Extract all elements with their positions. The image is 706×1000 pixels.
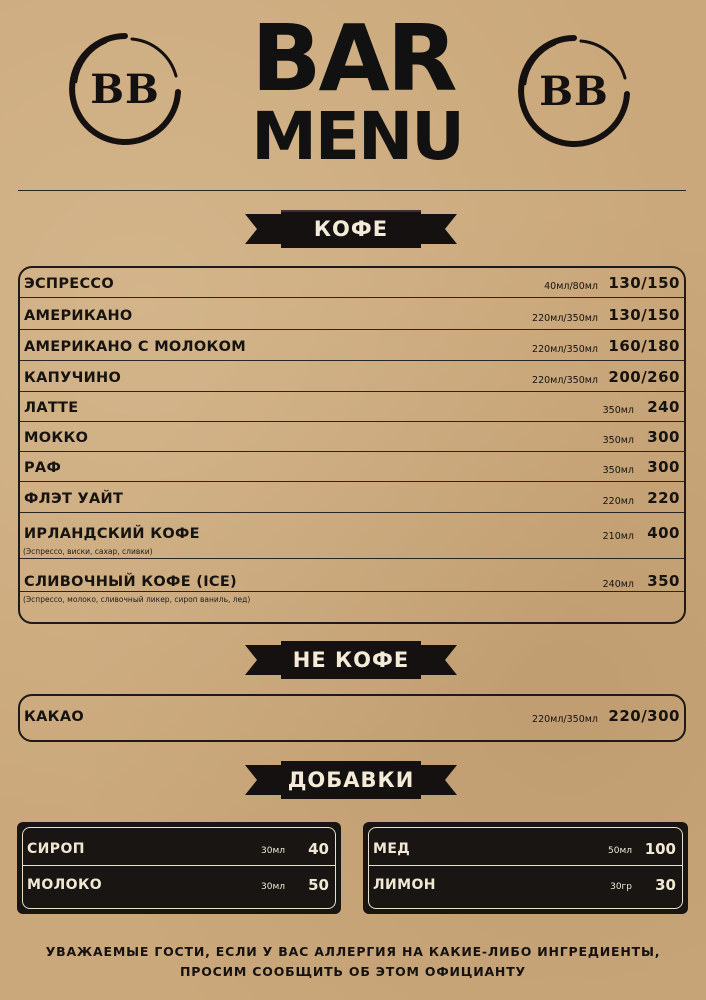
section-ribbon-not-coffee bbox=[245, 637, 457, 683]
item-name: АМЕРИКАНО bbox=[24, 308, 133, 324]
addon-volume: 30мл bbox=[261, 882, 285, 892]
section-title-not-coffee: НЕ КОФЕ bbox=[292, 648, 410, 672]
item-name: РАФ bbox=[24, 460, 62, 476]
addons-right-box bbox=[363, 822, 688, 914]
item-volume: 220мл/350мл bbox=[532, 344, 598, 355]
divider bbox=[18, 190, 686, 191]
addon-volume: 30гр bbox=[610, 882, 632, 892]
logo-text: BB bbox=[90, 65, 160, 113]
item-name: ИРЛАНДСКИЙ КОФЕ bbox=[24, 526, 200, 542]
item-price: 160/180 bbox=[608, 337, 680, 355]
item-price: 240 bbox=[647, 398, 680, 416]
menu-row bbox=[20, 297, 684, 330]
menu-row bbox=[20, 268, 684, 298]
not-coffee-menu-box bbox=[18, 694, 686, 742]
menu-row bbox=[20, 558, 684, 622]
section-ribbon-addons bbox=[245, 757, 457, 803]
addon-name: СИРОП bbox=[27, 841, 85, 857]
item-name: МОККО bbox=[24, 430, 89, 446]
coffee-menu-box bbox=[18, 266, 686, 624]
menu-row bbox=[20, 421, 684, 452]
item-description: (Эспрессо, молоко, сливочный ликер, сироп ваниль, лед) bbox=[23, 595, 251, 604]
addon-name: ЛИМОН bbox=[373, 877, 436, 893]
item-volume: 210мл bbox=[602, 531, 634, 542]
addons-left-box bbox=[17, 822, 341, 914]
item-volume: 220мл/350мл bbox=[532, 375, 598, 386]
item-volume: 40мл/80мл bbox=[544, 281, 598, 292]
item-volume: 220мл/350мл bbox=[532, 313, 598, 324]
addon-row bbox=[23, 835, 335, 866]
item-volume: 350мл bbox=[602, 435, 634, 446]
item-price: 220 bbox=[647, 489, 680, 507]
menu-row bbox=[20, 391, 684, 422]
item-price: 300 bbox=[647, 428, 680, 446]
menu-row bbox=[20, 512, 684, 559]
addon-price: 40 bbox=[308, 840, 329, 858]
addon-row bbox=[369, 835, 682, 866]
title-bar: BAR bbox=[251, 5, 455, 112]
addon-row bbox=[23, 871, 335, 901]
menu-row bbox=[20, 360, 684, 392]
menu-row bbox=[20, 451, 684, 482]
item-price: 400 bbox=[647, 524, 680, 542]
addon-volume: 50мл bbox=[608, 846, 632, 856]
addon-price: 50 bbox=[308, 876, 329, 894]
item-description: (Эспрессо, виски, сахар, сливки) bbox=[23, 547, 153, 556]
addons-right-frame bbox=[368, 827, 683, 909]
allergy-notice-line2: ПРОСИМ СООБЩИТЬ ОБ ЭТОМ ОФИЦИАНТУ bbox=[180, 964, 526, 979]
menu-row bbox=[20, 481, 684, 513]
item-volume: 220мл/350мл bbox=[532, 714, 598, 725]
menu-row bbox=[20, 696, 684, 740]
addon-volume: 30мл bbox=[261, 846, 285, 856]
item-name: КАПУЧИНО bbox=[24, 370, 122, 386]
section-ribbon-coffee bbox=[245, 206, 457, 252]
item-price: 300 bbox=[647, 458, 680, 476]
title-menu: MENU bbox=[251, 98, 463, 175]
addon-price: 100 bbox=[644, 840, 676, 858]
addon-name: МОЛОКО bbox=[27, 877, 103, 893]
addon-row bbox=[369, 871, 682, 901]
section-title-coffee: КОФЕ bbox=[313, 217, 389, 241]
addon-name: МЕД bbox=[373, 841, 411, 857]
item-name: АМЕРИКАНО С МОЛОКОМ bbox=[24, 339, 247, 355]
item-price: 130/150 bbox=[608, 306, 680, 324]
item-price: 350 bbox=[647, 572, 680, 590]
item-name: КАКАО bbox=[24, 709, 84, 725]
section-title-addons: ДОБАВКИ bbox=[287, 768, 415, 792]
addon-price: 30 bbox=[655, 876, 676, 894]
item-volume: 350мл bbox=[602, 405, 634, 416]
item-price: 200/260 bbox=[608, 368, 680, 386]
item-name: ЭСПРЕССО bbox=[24, 276, 114, 292]
addons-left-frame bbox=[22, 827, 336, 909]
item-volume: 220мл bbox=[602, 496, 634, 507]
logo-text: BB bbox=[539, 67, 609, 115]
allergy-notice-line1: УВАЖАЕМЫЕ ГОСТИ, ЕСЛИ У ВАС АЛЛЕРГИЯ НА КАКИЕ-ЛИБО ИНГРЕДИЕНТЫ, bbox=[45, 944, 661, 959]
item-volume: 350мл bbox=[602, 465, 634, 476]
item-price: 130/150 bbox=[608, 274, 680, 292]
menu-row bbox=[20, 329, 684, 361]
divider bbox=[20, 591, 684, 592]
item-name: СЛИВОЧНЫЙ КОФЕ (ICE) bbox=[24, 574, 237, 590]
item-name: ЛАТТЕ bbox=[24, 400, 79, 416]
item-volume: 240мл bbox=[602, 579, 634, 590]
bb-logo-right bbox=[515, 32, 633, 150]
item-name: ФЛЭТ УАЙТ bbox=[24, 491, 124, 507]
bb-logo-left bbox=[66, 30, 184, 148]
item-price: 220/300 bbox=[608, 707, 680, 725]
